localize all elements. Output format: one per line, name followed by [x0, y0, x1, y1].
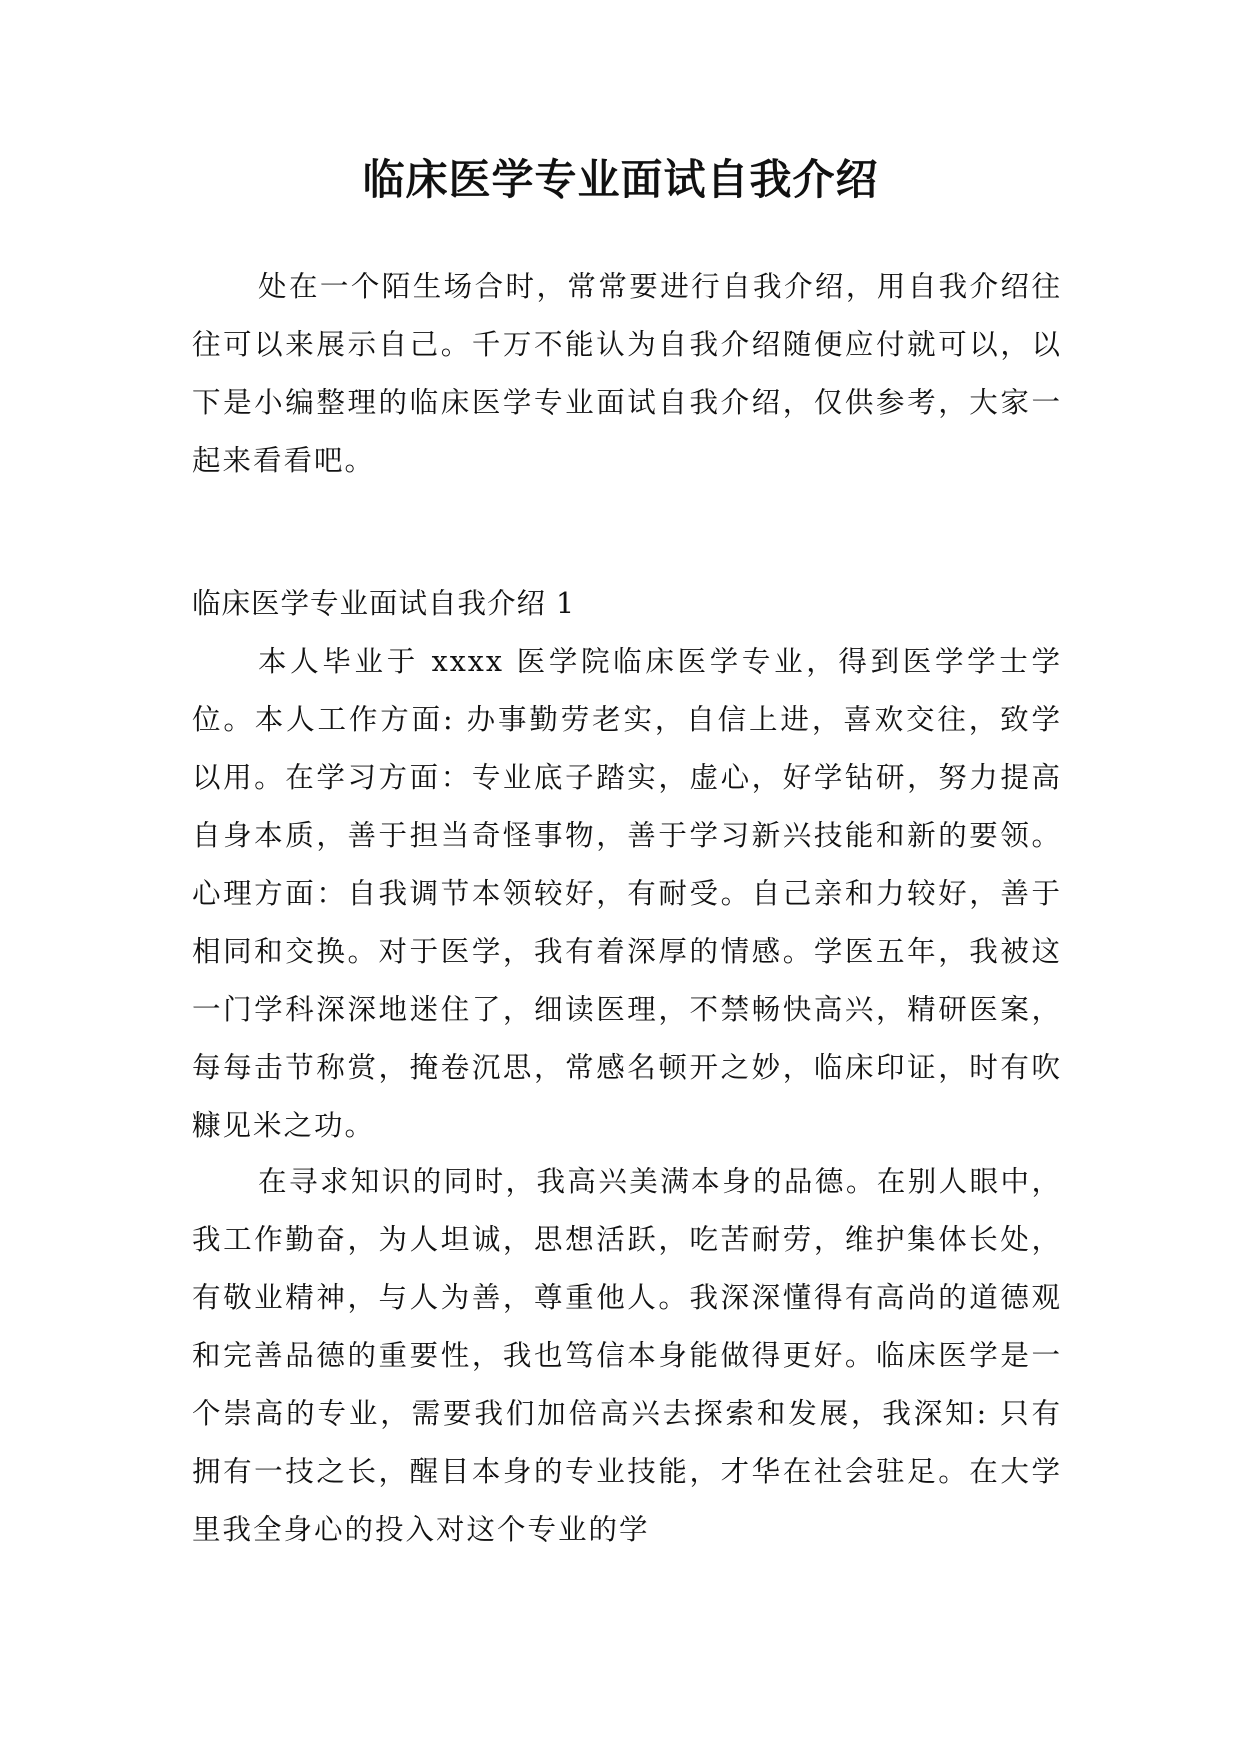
body-paragraph-2: 在寻求知识的同时，我高兴美满本身的品德。在别人眼中，我工作勤奋，为人坦诚，思想活跃，吃苦耐劳，维护集体长处，有敬业精神，与人为善，尊重他人。我深深懂得有高尚的道德观和完善品德的重要性，我也笃信本身能做得更好。临床医学是一个崇高的专业，需要我们加倍高兴去探索和发展，我深知: 只有拥有一技之长，醒目本身的专业技能，才华在社会驻足。在大学里我全身心的投入对这个专业的学: [192, 1165, 1062, 1546]
body-paragraph-1: 本人毕业于 xxxx 医学院临床医学专业，得到医学学士学位。本人工作方面: 办事勤劳老实，自信上进，喜欢交往，致学以用。在学习方面：专业底子踏实，虚心，好学钻研，努力提高自身本质，善于担当奇怪事物，善于学习新兴技能和新的要领。心理方面：自我调节本领较好，有耐受。自己亲和力较好，善于相同和交换。对于医学，我有着深厚的情感。学医五年，我被这一门学科深深地迷住了，细读医理，不禁畅快高兴，精研医案，每每击节称赏，掩卷沉思，常感名顿开之妙，临床印证，时有吹糠见米之功。: [192, 645, 1062, 1142]
section-heading: 临床医学专业面试自我介绍 1: [192, 587, 576, 620]
intro-paragraph: 处在一个陌生场合时，常常要进行自我介绍，用自我介绍往往可以来展示自己。千万不能认为自我介绍随便应付就可以，以下是小编整理的临床医学专业面试自我介绍，仅供参考，大家一起来看看吧。: [192, 270, 1062, 477]
document-title: 临床医学专业面试自我介绍: [362, 155, 879, 204]
